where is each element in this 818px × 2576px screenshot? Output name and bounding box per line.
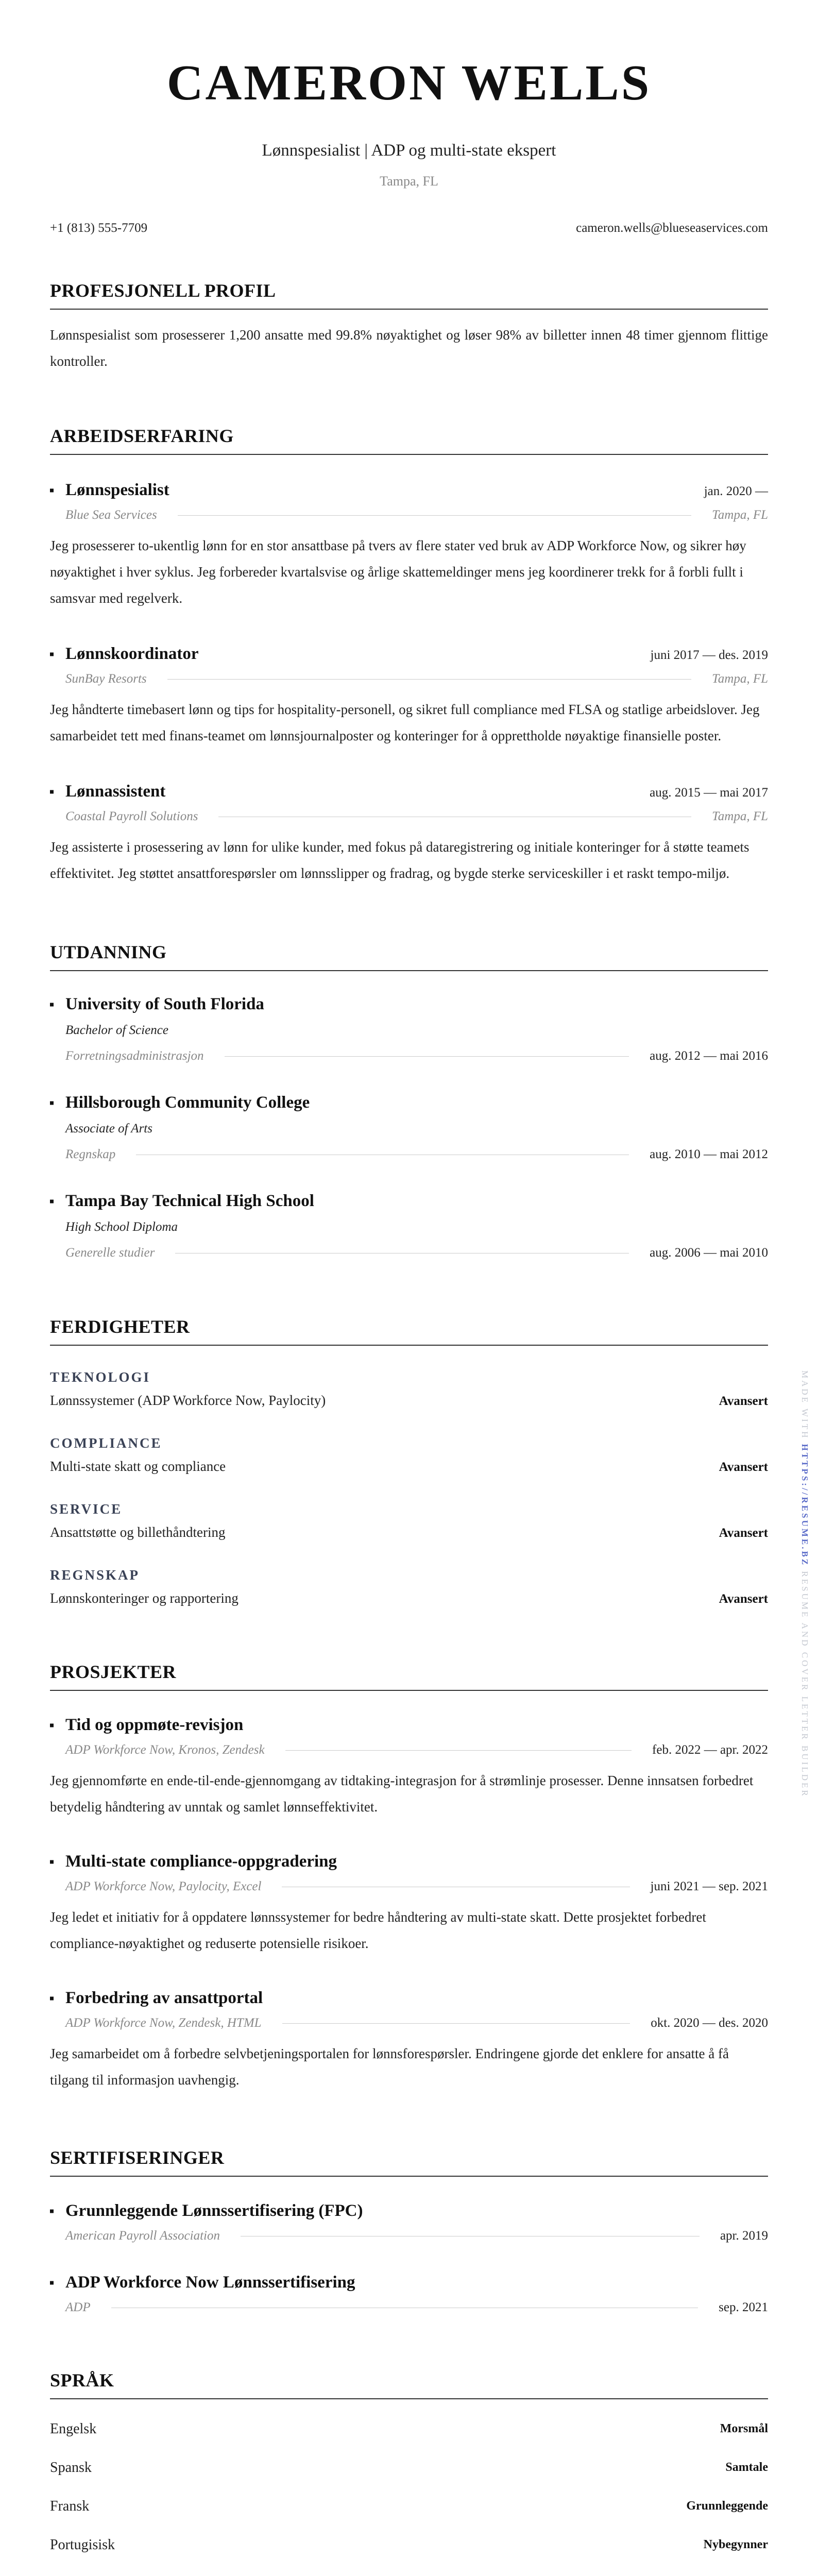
field-of-study: Generelle studier <box>65 1246 155 1260</box>
education-entry <box>50 1093 768 1162</box>
skill-level: Avansert <box>719 1460 768 1474</box>
school-name: Hillsborough Community College <box>50 1093 310 1112</box>
experience-entry <box>50 782 768 887</box>
certification-title: Grunnleggende Lønnssertifisering (FPC) <box>50 2201 363 2221</box>
skill-group <box>50 1369 768 1409</box>
section-heading: SPRÅK <box>50 2369 768 2399</box>
experience-section <box>50 425 768 887</box>
school-name: University of South Florida <box>50 995 264 1014</box>
job-description: Jeg assisterte i prosessering av lønn for ulike kunder, med fokus på dataregistrering og initiale konteringer for å støtte teamets effektivitet. Jeg støttet ansattforespørsler om lønnsslipper og fradrag, og bygde sterke serviceskiller i et raskt tempo-miljø. <box>50 839 749 881</box>
job-description: Jeg prosesserer to-ukentlig lønn for en stor ansattbase på tvers av flere stater ved bruk av ADP Workforce Now, og sikrer høy nøyaktighet i hver syklus. Jeg forbereder kvartalsvise og årlige skattemeldinger mens jeg koordinerer trekk for å forbli fullt i samsvar med regelverk. <box>50 538 746 606</box>
degree-name: Bachelor of Science <box>65 1023 168 1037</box>
project-description: Jeg samarbeidet om å forbedre selvbetjeningsportalen for lønnsforespørsler. Endringene gjorde det enklere for ansatte å få tilgang til informasjon uavhengig. <box>50 2046 729 2088</box>
language-row <box>50 2410 768 2448</box>
language-name: Portugisisk <box>50 2536 115 2553</box>
skill-level: Avansert <box>719 1394 768 1408</box>
certification-entry <box>50 2273 768 2315</box>
job-title: Lønnspesialist <box>50 481 169 500</box>
certification-date: apr. 2019 <box>720 2229 768 2243</box>
phone-number: +1 (813) 555-7709 <box>50 221 148 235</box>
education-entry <box>50 995 768 1063</box>
language-name: Engelsk <box>50 2420 97 2437</box>
experience-entry <box>50 645 768 749</box>
company-name: Coastal Payroll Solutions <box>65 809 198 823</box>
watermark-prefix: MADE WITH <box>800 1370 810 1440</box>
resume-header <box>50 0 768 235</box>
certification-issuer: ADP <box>65 2300 91 2314</box>
education-section <box>50 941 768 1260</box>
job-date: juni 2017 — des. 2019 <box>650 648 768 662</box>
section-heading: FERDIGHETER <box>50 1316 768 1346</box>
project-tools: ADP Workforce Now, Zendesk, HTML <box>65 2016 262 2030</box>
language-row <box>50 2448 768 2487</box>
job-date: jan. 2020 — <box>704 484 768 498</box>
certifications-section <box>50 2147 768 2315</box>
skill-category: TEKNOLOGI <box>50 1369 151 1385</box>
experience-entry <box>50 481 768 612</box>
divider-line <box>282 2023 630 2024</box>
job-location: Tampa, FL <box>712 508 768 522</box>
project-entry <box>50 1989 768 2093</box>
skill-category: COMPLIANCE <box>50 1435 162 1451</box>
project-entry <box>50 1852 768 1957</box>
section-heading: PROSJEKTER <box>50 1661 768 1691</box>
skill-level: Avansert <box>719 1526 768 1540</box>
certification-issuer: American Payroll Association <box>65 2229 220 2243</box>
candidate-name: CAMERON WELLS <box>166 55 652 111</box>
candidate-title: Lønnspesialist | ADP og multi-state ekspert <box>262 141 556 160</box>
project-date: okt. 2020 — des. 2020 <box>651 2016 768 2030</box>
job-date: aug. 2015 — mai 2017 <box>650 786 768 800</box>
skill-level: Avansert <box>719 1592 768 1606</box>
divider-line <box>167 679 692 680</box>
project-tools: ADP Workforce Now, Paylocity, Excel <box>65 1879 262 1893</box>
education-date: aug. 2010 — mai 2012 <box>650 1147 768 1161</box>
skill-category: REGNSKAP <box>50 1567 140 1583</box>
language-level: Nybegynner <box>703 2538 768 2551</box>
email-address: cameron.wells@blueseaservices.com <box>576 221 768 235</box>
project-date: feb. 2022 — apr. 2022 <box>652 1743 768 1757</box>
job-title: Lønnskoordinator <box>50 645 199 664</box>
contact-row <box>50 221 768 235</box>
section-heading: ARBEIDSERFARING <box>50 425 768 455</box>
school-name: Tampa Bay Technical High School <box>50 1192 314 1211</box>
language-level: Samtale <box>725 2461 768 2474</box>
divider-line <box>178 515 691 516</box>
profile-text: Lønnspesialist som prosesserer 1,200 ansatte med 99.8% nøyaktighet og løser 98% av billetter innen 48 timer gjennom flittige kontroller. <box>50 327 768 369</box>
degree-name: High School Diploma <box>65 1220 178 1234</box>
section-heading: UTDANNING <box>50 941 768 971</box>
job-location: Tampa, FL <box>712 672 768 686</box>
projects-section <box>50 1661 768 2093</box>
project-entry <box>50 1716 768 1820</box>
education-date: aug. 2012 — mai 2016 <box>650 1049 768 1063</box>
job-location: Tampa, FL <box>712 809 768 823</box>
language-row <box>50 2487 768 2526</box>
profile-section <box>50 280 768 375</box>
education-date: aug. 2006 — mai 2010 <box>650 1246 768 1260</box>
languages-section <box>50 2369 768 2564</box>
job-description: Jeg håndterte timebasert lønn og tips for hospitality-personell, og sikret full compliance med FLSA og statlige arbeidslover. Jeg samarbeidet tett med finans-teamet om lønnsjournalposter og konteringer for å opprettholde nøyaktige finansielle poster. <box>50 702 760 743</box>
skill-name: Multi-state skatt og compliance <box>50 1459 226 1474</box>
skill-group <box>50 1501 768 1540</box>
job-title: Lønnassistent <box>50 782 165 801</box>
skill-name: Lønnssystemer (ADP Workforce Now, Paylocity) <box>50 1393 326 1408</box>
project-tools: ADP Workforce Now, Kronos, Zendesk <box>65 1743 265 1757</box>
project-title: Tid og oppmøte-revisjon <box>50 1716 243 1735</box>
certification-title: ADP Workforce Now Lønnssertifisering <box>50 2273 355 2292</box>
project-title: Multi-state compliance-oppgradering <box>50 1852 337 1871</box>
project-date: juni 2021 — sep. 2021 <box>650 1879 768 1893</box>
field-of-study: Forretningsadministrasjon <box>65 1049 204 1063</box>
skill-name: Lønnskonteringer og rapportering <box>50 1590 238 1606</box>
skills-section <box>50 1316 768 1606</box>
education-entry <box>50 1192 768 1260</box>
language-name: Spansk <box>50 2459 92 2476</box>
project-description: Jeg gjennomførte en ende-til-ende-gjennomgang av tidtaking-integrasjon for å strømlinje prosesser. Denne innsatsen forbedret betydelig håndtering av unntak og samlet lønnseffektivitet. <box>50 1773 754 1815</box>
section-heading: SERTIFISERINGER <box>50 2147 768 2177</box>
skill-group <box>50 1435 768 1475</box>
builder-watermark <box>799 1370 810 1798</box>
divider-line <box>285 1750 632 1751</box>
language-name: Fransk <box>50 2498 90 2514</box>
skill-category: SERVICE <box>50 1501 123 1517</box>
language-row <box>50 2526 768 2564</box>
section-heading: PROFESJONELL PROFIL <box>50 280 768 310</box>
watermark-suffix: RESUME AND COVER LETTER BUILDER <box>800 1571 810 1798</box>
project-title: Forbedring av ansattportal <box>50 1989 263 2008</box>
candidate-location: Tampa, FL <box>380 174 438 189</box>
watermark-link[interactable]: HTTPS://RESUME.BZ <box>800 1444 810 1567</box>
certification-entry <box>50 2201 768 2243</box>
divider-line <box>225 1056 629 1057</box>
degree-name: Associate of Arts <box>65 1122 152 1136</box>
company-name: Blue Sea Services <box>65 508 157 522</box>
field-of-study: Regnskap <box>65 1147 116 1161</box>
skill-group <box>50 1567 768 1606</box>
project-description: Jeg ledet et initiativ for å oppdatere lønnssystemer for bedre håndtering av multi-state skatt. Dette prosjektet forbedret compliance-nøyaktighet og reduserte potensielle risikoer. <box>50 1909 706 1951</box>
language-level: Grunnleggende <box>686 2499 768 2513</box>
company-name: SunBay Resorts <box>65 672 147 686</box>
certification-date: sep. 2021 <box>719 2300 768 2314</box>
skill-name: Ansattstøtte og billethåndtering <box>50 1524 226 1540</box>
language-level: Morsmål <box>720 2422 768 2435</box>
